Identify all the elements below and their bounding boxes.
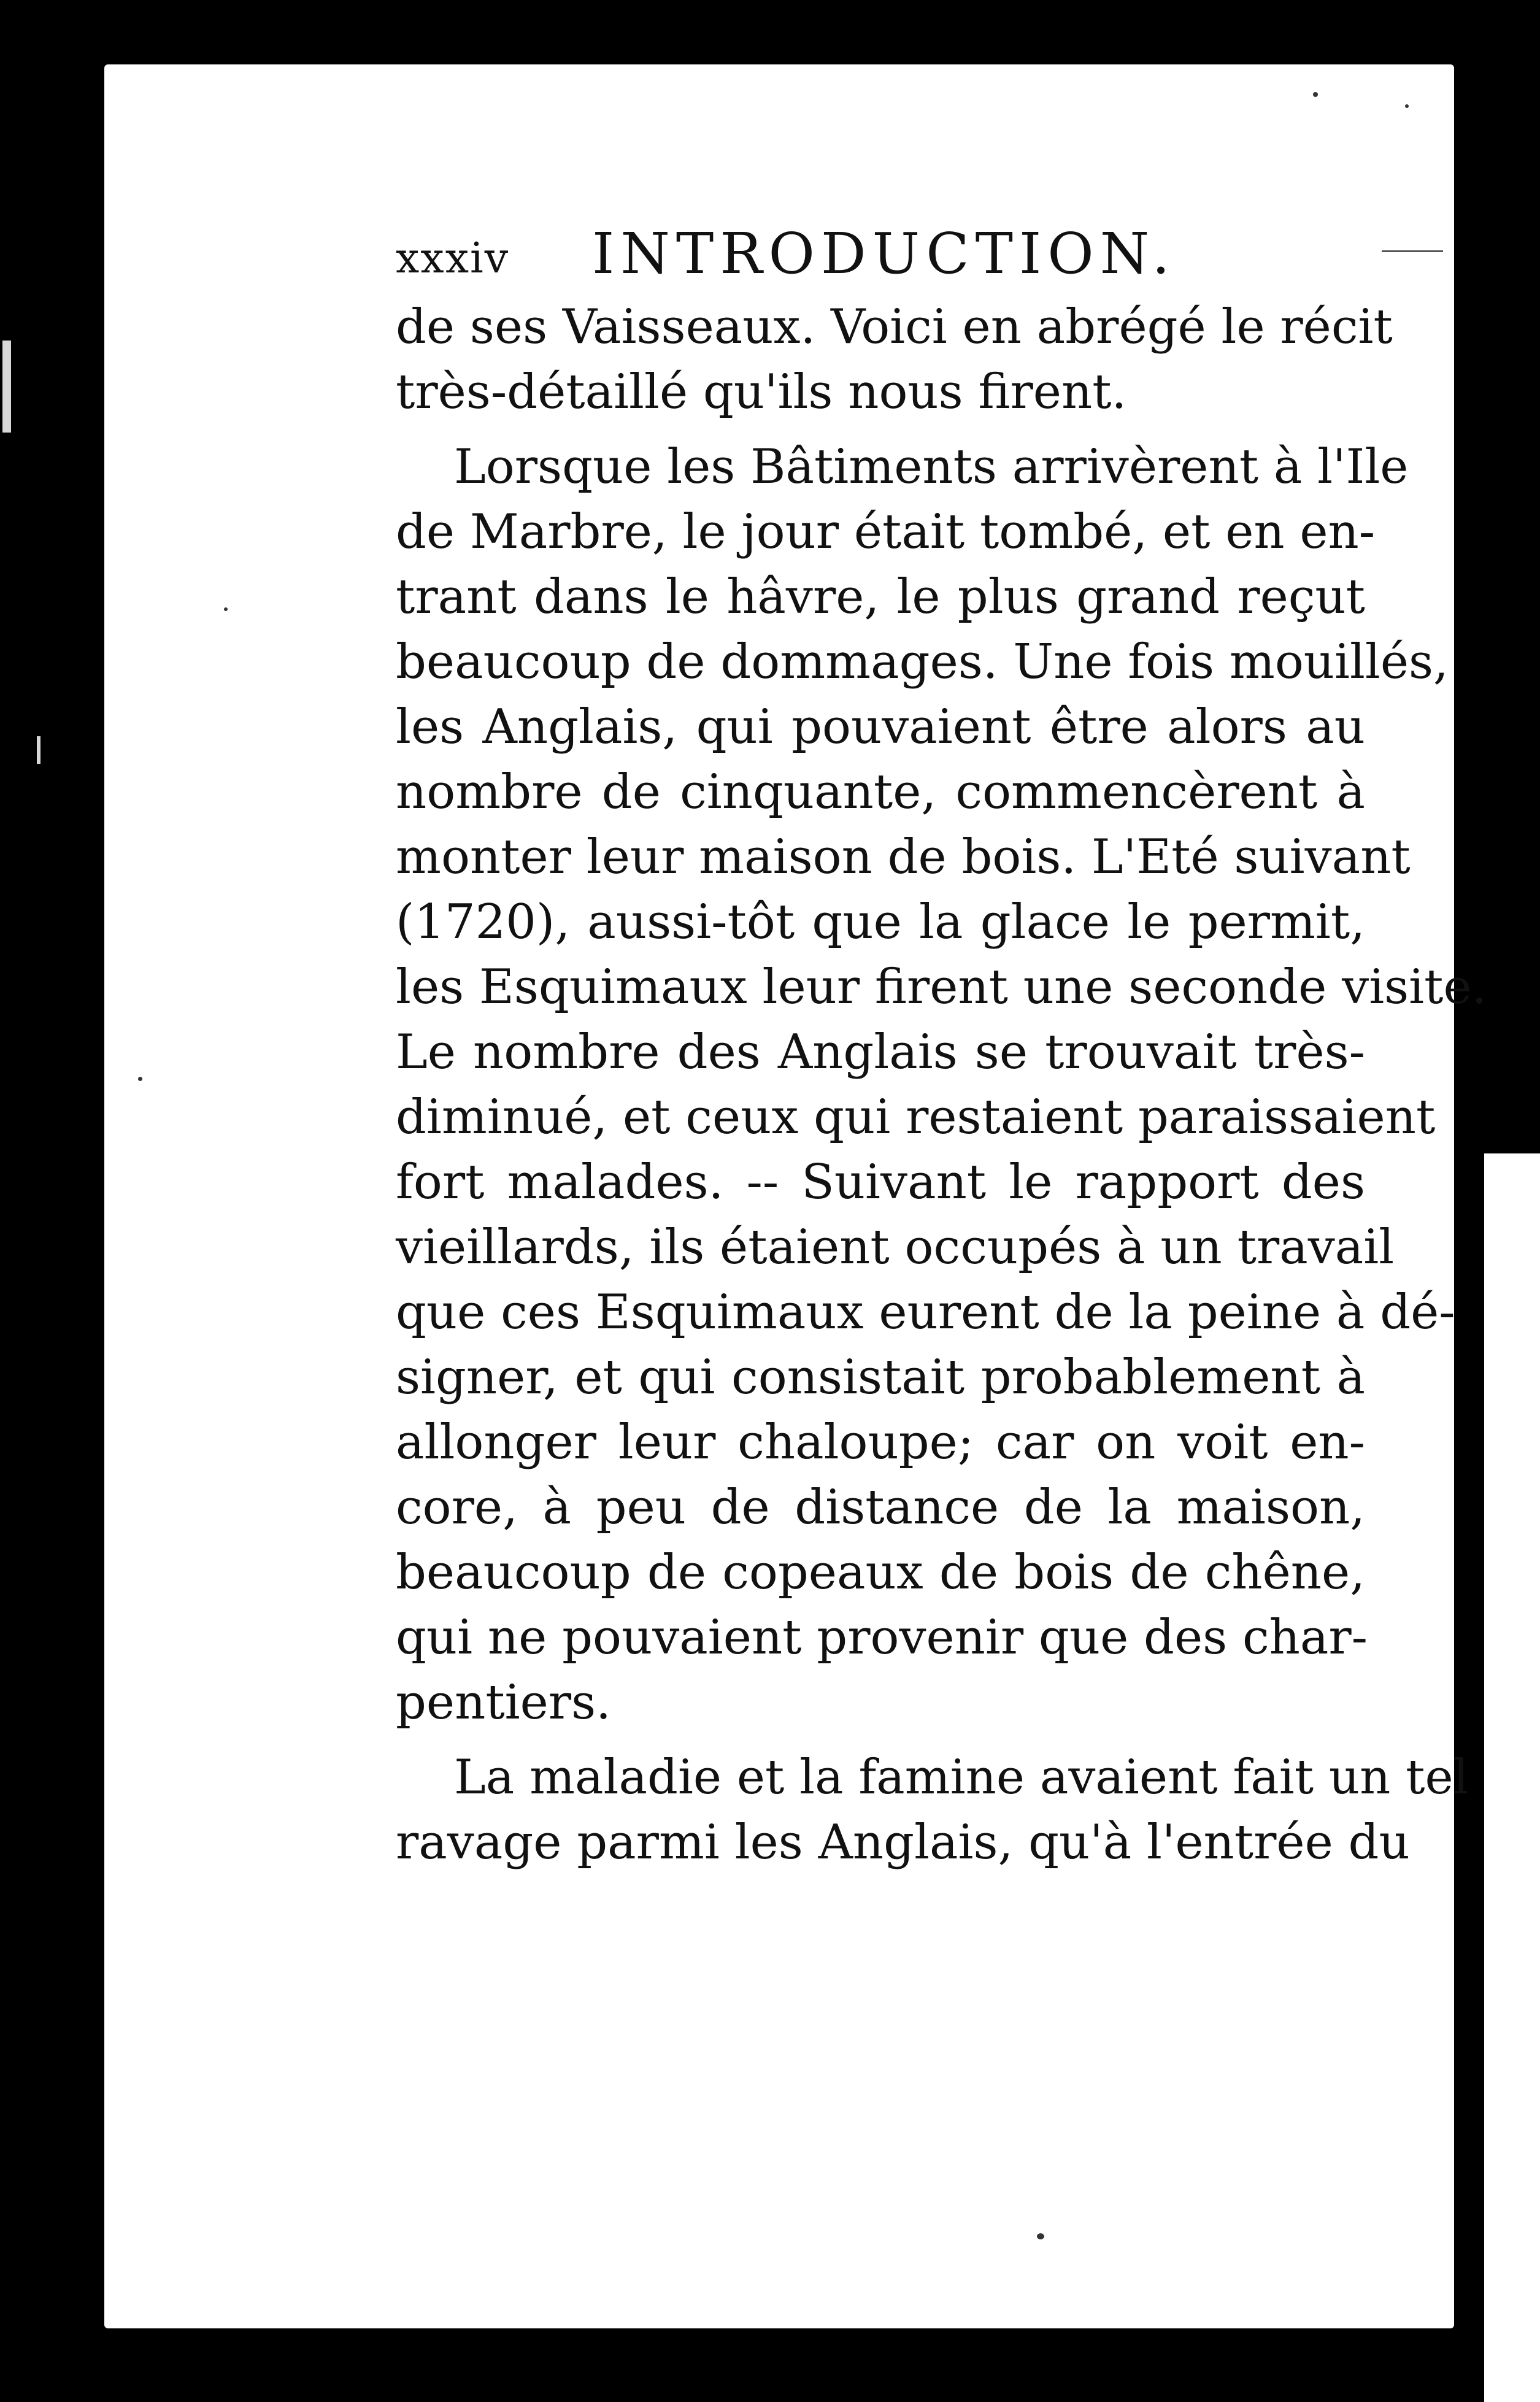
ink-speck: [1313, 92, 1318, 97]
ink-speck: [138, 1077, 142, 1081]
scan-artifact: [2, 341, 11, 433]
text-line: allonger leur chaloupe; car on voit en-: [396, 1415, 1365, 1470]
paragraph: [396, 294, 1393, 425]
page-gutter-shadow: [1476, 1153, 1484, 2402]
text-line: beaucoup de copeaux de bois de chêne,: [396, 1545, 1365, 1600]
text-line: les Anglais, qui pouvaient être alors au: [396, 699, 1365, 755]
text-line: signer, et qui consistait probablement à: [396, 1350, 1365, 1405]
text-line: qui ne pouvaient provenir que des char-: [396, 1610, 1368, 1665]
text-line: les Esquimaux leur firent une seconde visite.: [396, 960, 1487, 1015]
paragraph: [396, 1745, 1469, 1875]
text-line: (1720), aussi-tôt que la glace le permit,: [396, 895, 1365, 950]
text-line: pentiers.: [396, 1675, 611, 1730]
running-title: INTRODUCTION.: [592, 221, 1176, 287]
text-line: Le nombre des Anglais se trouvait très-: [396, 1025, 1365, 1080]
text-line: trant dans le hâvre, le plus grand reçut: [396, 569, 1365, 625]
page-number: xxxiv: [396, 234, 510, 283]
ink-speck: [1405, 104, 1409, 108]
header-rule: [1382, 250, 1443, 252]
text-line: de ses Vaisseaux. Voici en abrégé le récit: [396, 299, 1393, 355]
text-line: nombre de cinquante, commencèrent à: [396, 764, 1365, 820]
running-header: [396, 221, 1365, 294]
text-line: ravage parmi les Anglais, qu'à l'entrée du: [396, 1815, 1410, 1870]
text-line: que ces Esquimaux eurent de la peine à dé-: [396, 1285, 1455, 1340]
scan-artifact: [37, 736, 40, 764]
text-line: core, à peu de distance de la maison,: [396, 1480, 1365, 1535]
text-line: diminué, et ceux qui restaient paraissaient: [396, 1090, 1436, 1145]
body-text: [396, 294, 1487, 1875]
ink-speck: [224, 607, 228, 611]
text-line: fort malades. -- Suivant le rapport des: [396, 1155, 1365, 1210]
text-line: très-détaillé qu'ils nous firent.: [396, 364, 1127, 420]
text-line: de Marbre, le jour était tombé, et en en-: [396, 504, 1376, 560]
ink-speck: [1037, 2233, 1044, 2239]
paragraph: [396, 434, 1487, 1735]
text-line: Lorsque les Bâtiments arrivèrent à l'Ile: [454, 439, 1409, 495]
adjacent-page-edge: [1476, 1153, 1540, 2402]
text-line: vieillards, ils étaient occupés à un travail: [396, 1220, 1395, 1275]
text-line: monter leur maison de bois. L'Eté suivant: [396, 830, 1411, 885]
text-line: beaucoup de dommages. Une fois mouillés,: [396, 634, 1449, 690]
text-line: La maladie et la famine avaient fait un tel: [454, 1750, 1469, 1805]
